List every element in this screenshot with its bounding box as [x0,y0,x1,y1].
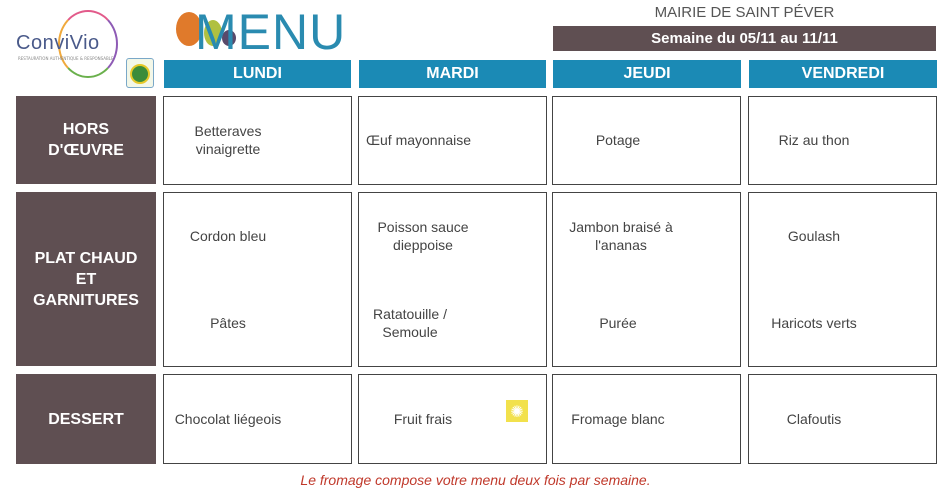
menu-title: MENU [195,4,347,60]
menu-item: Cordon bleu [189,228,267,244]
member-badge-emblem [130,64,150,84]
menu-item: Goulash [787,228,841,244]
logo-tagline: RESTAURATION AUTHENTIQUE & RESPONSABLE [18,56,114,61]
menu-item: Clafoutis [786,411,842,427]
mairie-name: MAIRIE DE SAINT PÉVER [654,4,835,21]
menu-item [558,218,684,254]
row-label-line: DESSERT [48,410,124,428]
sun-icon: ✺ [506,400,528,422]
menu-item: Fruit frais [393,411,453,427]
menu-item: Chocolat liégeois [174,411,282,427]
menu-item-line: Jambon braisé à [569,219,673,235]
menu-item: Fromage blanc [571,411,665,427]
cell-lundi-plat [163,192,352,367]
row-label-hors-oeuvre [16,96,156,184]
row-label-line: D'ŒUVRE [48,142,124,159]
menu-item: Œuf mayonnaise [366,132,472,148]
menu-item-line: Betteraves [194,123,262,139]
convivio-logo: ConviVio [16,32,100,54]
menu-item-line: Ratatouille / [373,306,447,322]
day-header-lundi: LUNDI [164,60,351,88]
menu-item: Riz au thon [778,132,850,148]
menu-item: Pâtes [210,315,246,331]
row-label-line: HORS [62,121,110,138]
day-header-vendredi: VENDREDI [749,60,937,88]
footnote: Le fromage compose votre menu deux fois par semaine. [300,472,651,488]
cell-vendredi-plat [748,192,937,367]
menu-item-line: Semoule [382,324,438,340]
day-header-mardi: MARDI [359,60,546,88]
menu-item [364,305,456,341]
menu-item: Haricots verts [771,315,857,331]
row-label-line: PLAT CHAUD [34,249,138,267]
menu-item: Potage [595,132,641,148]
menu-item-line: l'ananas [595,237,647,253]
row-label-plat-chaud [16,192,156,366]
menu-item [364,218,482,254]
day-header-jeudi: JEUDI [553,60,741,88]
menu-item-line: dieppoise [393,237,453,253]
week-banner: Semaine du 05/11 au 11/11 [553,26,936,51]
menu-item [178,122,278,158]
menu-item-line: Poisson sauce [377,219,469,235]
row-label-line: ET [75,270,97,288]
menu-item: Purée [599,315,637,331]
row-label-dessert [16,374,156,464]
menu-item-line: vinaigrette [195,141,261,157]
row-label-line: GARNITURES [33,291,139,309]
